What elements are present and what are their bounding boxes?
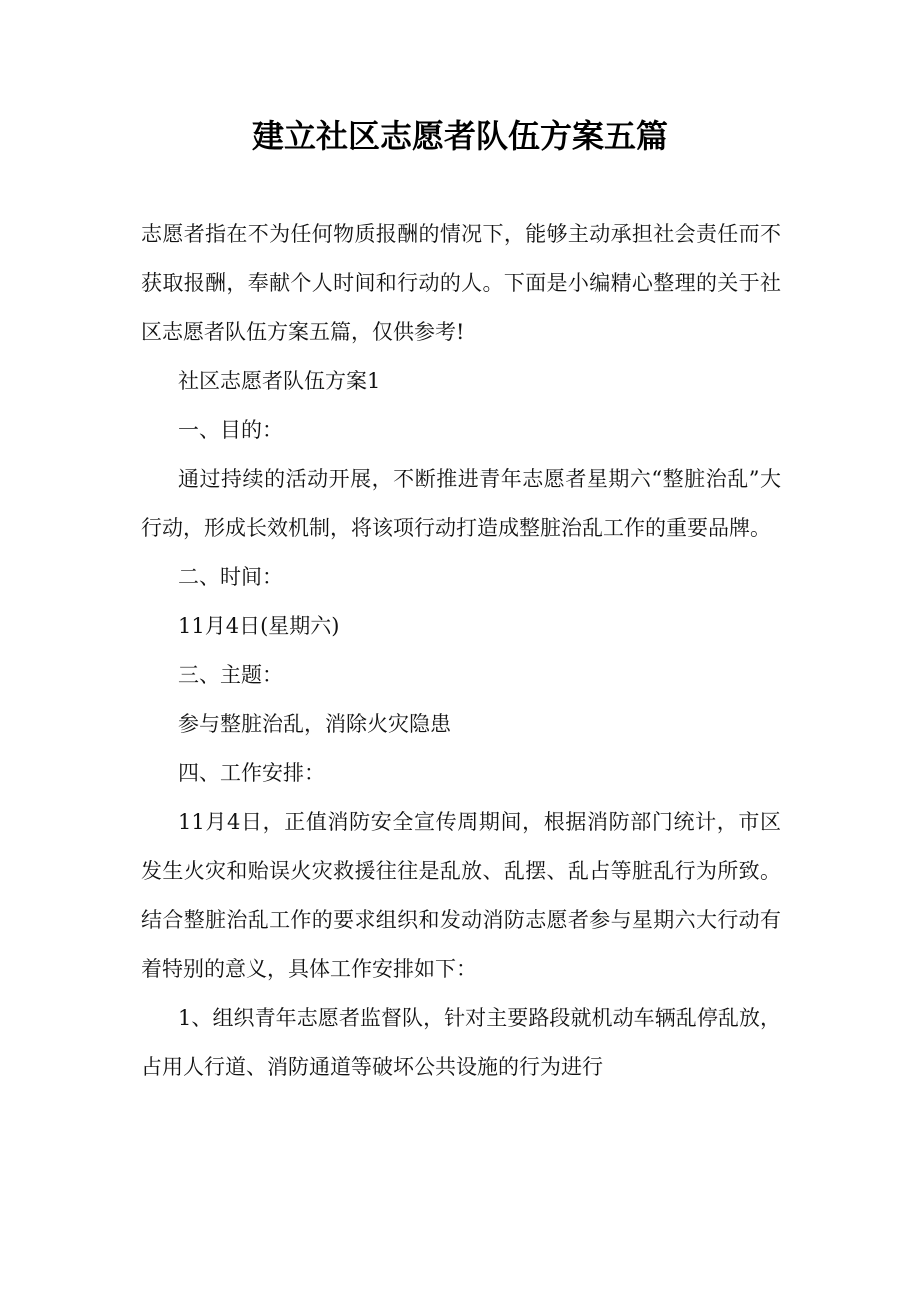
- paragraph: 四、工作安排：: [178, 761, 325, 785]
- paragraph: 三、主题：: [178, 663, 283, 687]
- document-body: [141, 210, 781, 1092]
- paragraph: 11月4日，正值消防安全宣传周期间，根据消防部门统计，市区发生火灾和贻误火灾救援往往是乱放、乱摆、乱占等脏乱行为所致。结合整脏治乱工作的要求组织和发动消防志愿者参与星期六大行动有着特别的意义，具体工作安排如下：: [141, 810, 781, 981]
- paragraph: 志愿者指在不为任何物质报酬的情况下，能够主动承担社会责任而不获取报酬，奉献个人时间和行动的人。下面是小编精心整理的关于社区志愿者队伍方案五篇，仅供参考!: [141, 222, 781, 344]
- paragraph: 社区志愿者队伍方案1: [178, 369, 381, 393]
- paragraph: 通过持续的活动开展，不断推进青年志愿者星期六“整脏治乱”大行动，形成长效机制，将该项行动打造成整脏治乱工作的重要品牌。: [141, 467, 781, 540]
- paragraph: 11月4日(星期六): [178, 614, 340, 638]
- paragraph: 一、目的：: [178, 418, 283, 442]
- paragraph: 参与整脏治乱，消除火灾隐患: [178, 712, 451, 736]
- paragraph: 1、组织青年志愿者监督队，针对主要路段就机动车辆乱停乱放，占用人行道、消防通道等破坏公共设施的行为进行: [141, 1006, 781, 1079]
- paragraph: 二、时间：: [178, 565, 283, 589]
- document-title: 建立社区志愿者队伍方案五篇: [251, 117, 668, 155]
